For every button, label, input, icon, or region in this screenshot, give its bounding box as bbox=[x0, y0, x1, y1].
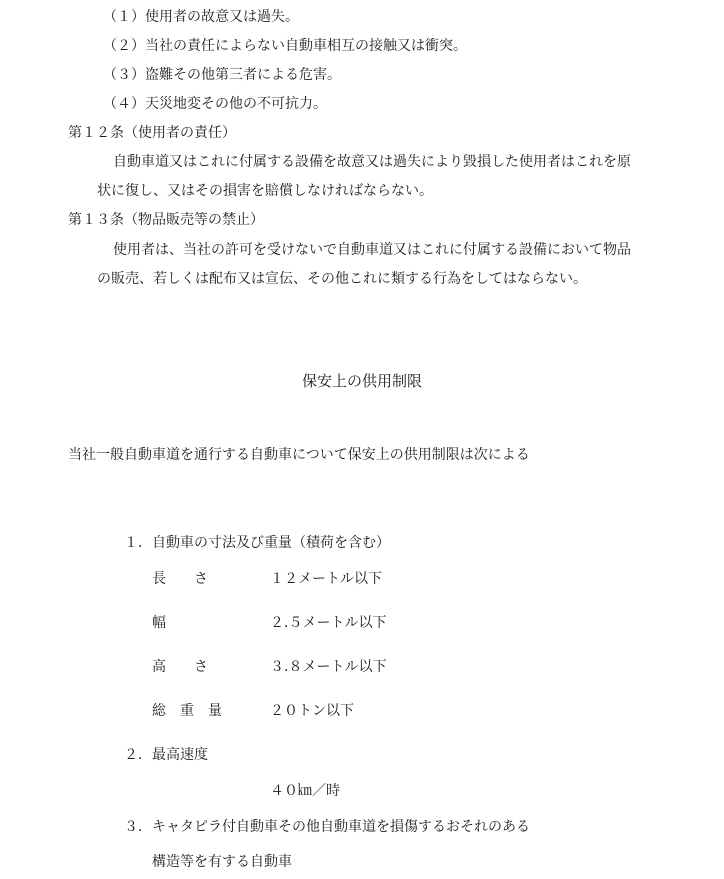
restriction-1-number: １． bbox=[124, 535, 152, 551]
article-13-heading: 第１３条（物品販売等の禁止） bbox=[68, 212, 264, 228]
article-11-item-3: （３）盗難その他第三者による危害。 bbox=[103, 67, 341, 83]
section-title: 保安上の供用制限 bbox=[301, 372, 422, 390]
article-11-item-2: （２）当社の責任によらない自動車相互の接触又は衝突。 bbox=[103, 38, 467, 54]
max-speed-value: ４０㎞／時 bbox=[270, 783, 340, 799]
article-11-item-1: （１）使用者の故意又は過失。 bbox=[103, 9, 299, 25]
height-value: ３.８メートル以下 bbox=[270, 659, 387, 675]
article-13-text-line-1: 使用者は、当社の許可を受けないで自動車道又はこれに付属する設備において物品 bbox=[113, 242, 631, 258]
gross-weight-label: 総 重 量 bbox=[152, 703, 222, 719]
article-12-heading: 第１２条（使用者の責任） bbox=[68, 125, 236, 141]
width-value: ２.５メートル以下 bbox=[270, 615, 387, 631]
length-label: 長 さ bbox=[152, 571, 208, 587]
restriction-3-line-1: キャタピラ付自動車その他自動車道を損傷するおそれのある bbox=[152, 819, 530, 835]
restriction-1-label: 自動車の寸法及び重量（積荷を含む） bbox=[152, 535, 390, 551]
width-label: 幅 bbox=[152, 615, 166, 631]
length-value: １２メートル以下 bbox=[270, 571, 382, 587]
restriction-3-line-2: 構造等を有する自動車 bbox=[152, 854, 292, 870]
article-13-text-line-2: の販売、若しくは配布又は宣伝、その他これに類する行為をしてはならない。 bbox=[97, 271, 587, 287]
intro-text: 当社一般自動車道を通行する自動車について保安上の供用制限は次による bbox=[68, 447, 530, 463]
height-label: 高 さ bbox=[152, 659, 208, 675]
restriction-2-number: ２． bbox=[124, 747, 152, 763]
restriction-2-label: 最高速度 bbox=[152, 747, 208, 763]
article-12-text-line-2: 状に復し、又はその損害を賠償しなければならない。 bbox=[97, 183, 433, 199]
article-12-text-line-1: 自動車道又はこれに付属する設備を故意又は過失により毀損した使用者はこれを原 bbox=[113, 154, 631, 170]
restriction-3-number: ３． bbox=[124, 819, 152, 835]
article-11-item-4: （４）天災地変その他の不可抗力。 bbox=[103, 96, 327, 112]
gross-weight-value: ２０トン以下 bbox=[270, 703, 354, 719]
